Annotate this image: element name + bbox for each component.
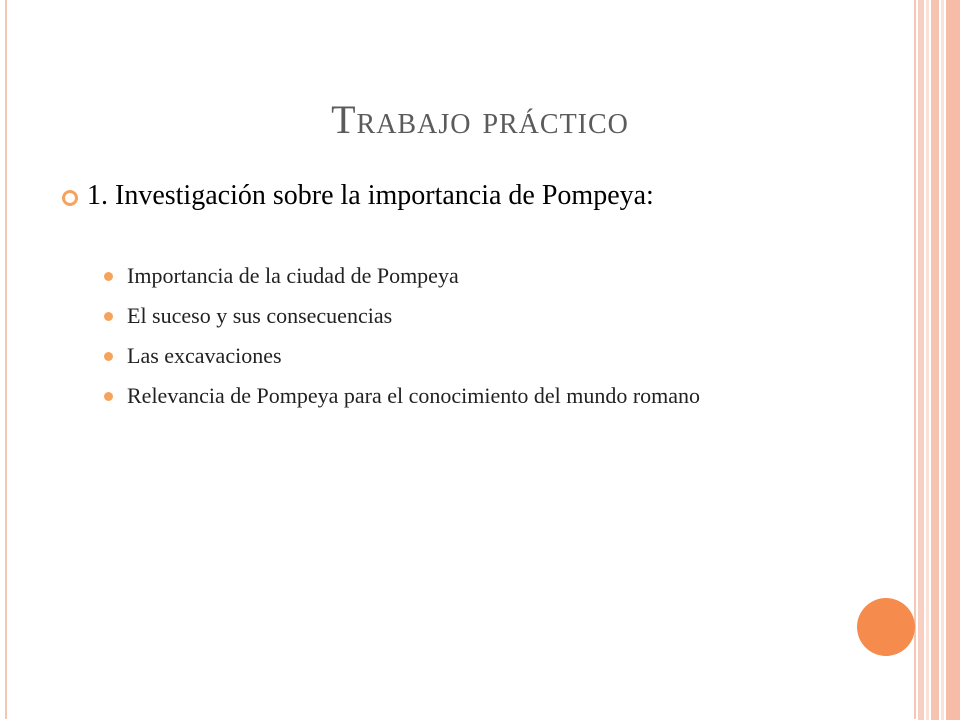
sub-bullet-item <box>104 342 824 369</box>
main-bullet-text: 1. Investigación sobre la importancia de Pompeya: <box>87 180 654 211</box>
sub-bullet-text: El suceso y sus consecuencias <box>127 303 393 328</box>
decorative-stripe <box>931 0 939 720</box>
sub-bullet-item <box>104 302 824 329</box>
decorative-stripe <box>926 0 929 720</box>
sub-bullet-text: Relevancia de Pompeya para el conocimiento del mundo romano <box>127 383 701 408</box>
dot-bullet-icon <box>104 312 113 321</box>
sub-bullet-text: Importancia de la ciudad de Pompeya <box>127 263 459 288</box>
ring-bullet-icon <box>62 190 78 206</box>
main-bullet-item <box>62 178 742 213</box>
decorative-stripe <box>918 0 924 720</box>
dot-bullet-icon <box>104 352 113 361</box>
dot-bullet-icon <box>104 272 113 281</box>
slide-title: Trabajo práctico <box>331 97 629 142</box>
sub-bullet-item <box>104 382 824 409</box>
dot-bullet-icon <box>104 392 113 401</box>
sub-bullet-text: Las excavaciones <box>127 343 282 368</box>
accent-circle <box>857 598 915 656</box>
decorative-stripe <box>941 0 944 720</box>
sub-bullet-list <box>104 262 824 422</box>
decorative-stripe <box>946 0 960 720</box>
sub-bullet-item <box>104 262 824 289</box>
